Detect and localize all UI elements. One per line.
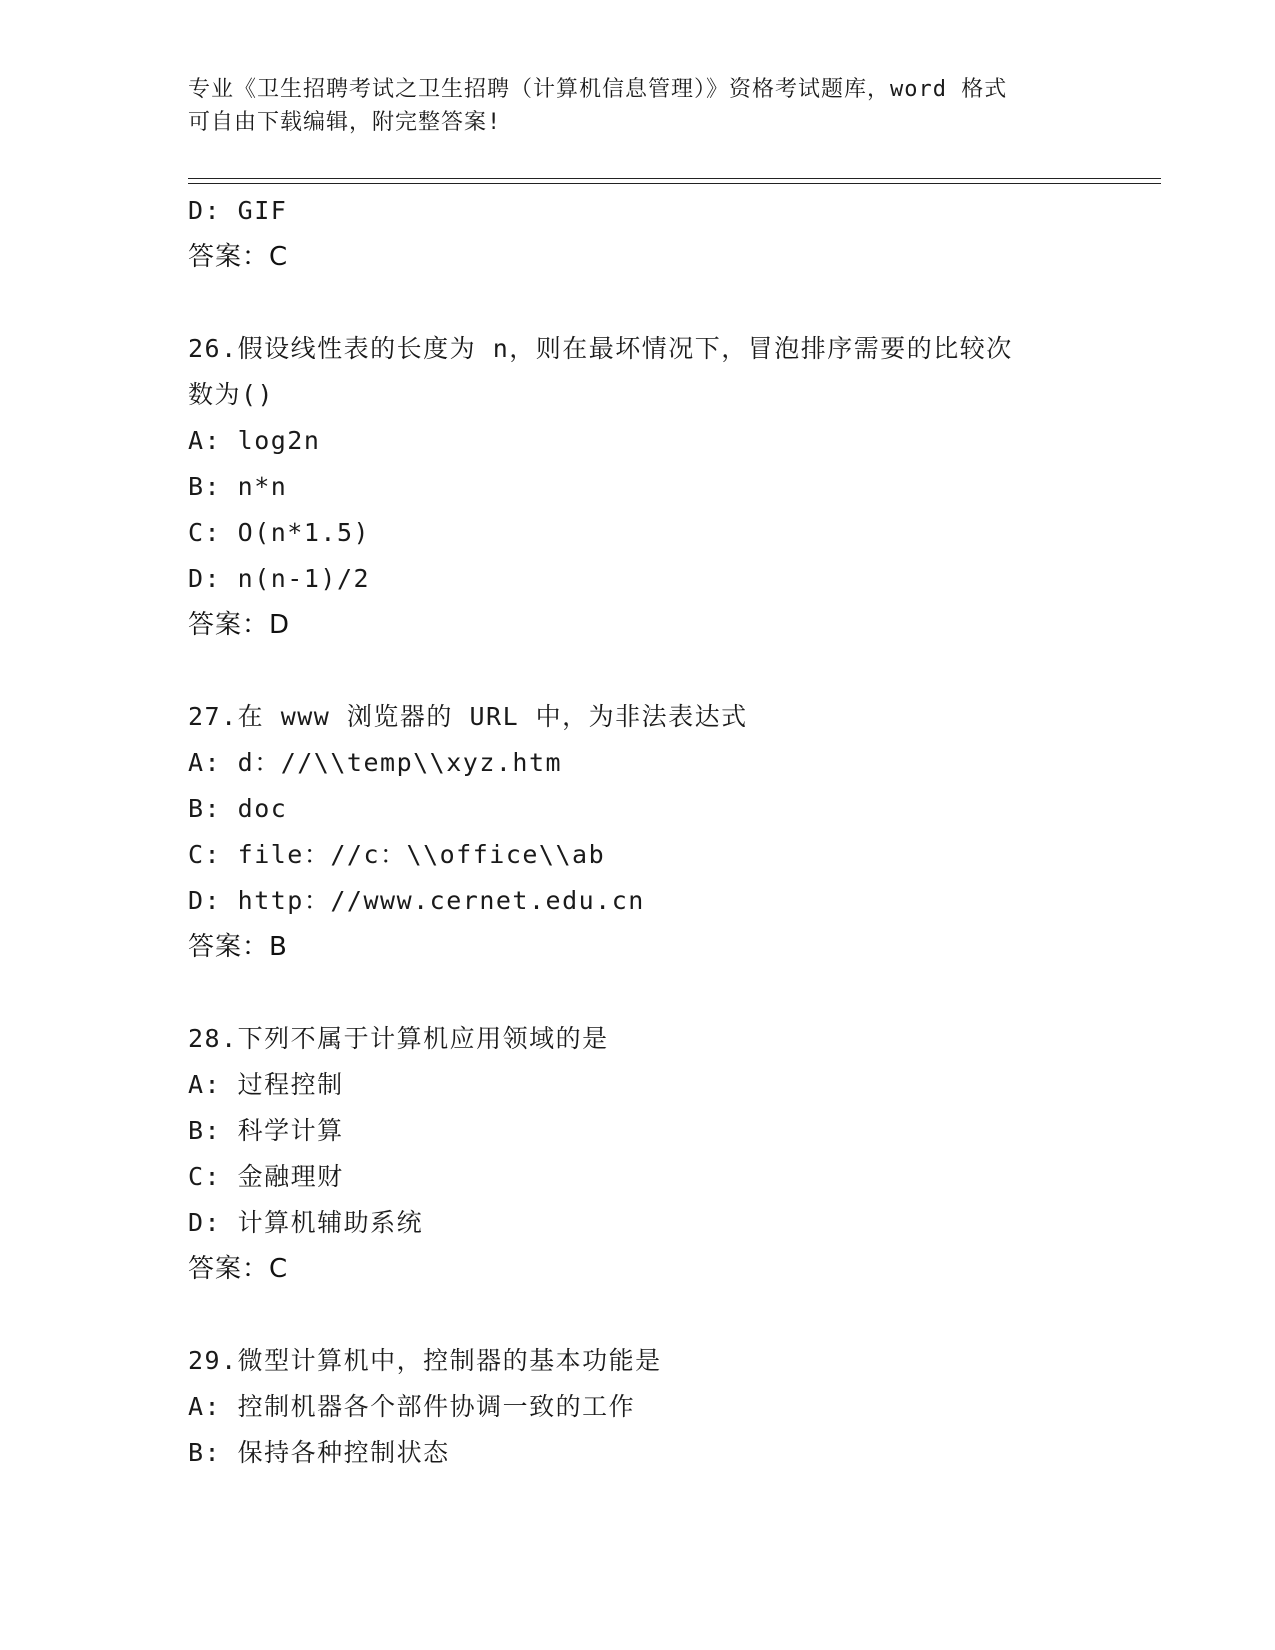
option-b: B: n*n <box>188 472 288 501</box>
header-divider-bottom <box>188 183 1161 184</box>
option-a: A: 过程控制 <box>188 1070 344 1099</box>
question-stem: 29.微型计算机中，控制器的基本功能是 <box>188 1346 662 1375</box>
option-b: B: doc <box>188 794 288 823</box>
spacer <box>188 1292 1128 1338</box>
spacer <box>188 280 1128 326</box>
option-c: C: O(n*1.5) <box>188 518 371 547</box>
header-line-2: 可自由下载编辑，附完整答案! <box>188 110 502 135</box>
question-stem: 26.假设线性表的长度为 n，则在最坏情况下，冒泡排序需要的比较次 <box>188 334 1013 363</box>
question-29 <box>188 1338 1128 1476</box>
document-header <box>188 73 1088 139</box>
option-c: C: 金融理财 <box>188 1162 344 1191</box>
question-stem: 27.在 www 浏览器的 URL 中，为非法表达式 <box>188 702 748 731</box>
spacer <box>188 970 1128 1016</box>
option-c: C: file：//c：\\office\\ab <box>188 840 606 869</box>
answer-line: 答案：B <box>188 932 288 962</box>
previous-question-tail <box>188 188 1128 280</box>
option-a: A: d：//\\temp\\xyz.htm <box>188 748 563 777</box>
question-stem-continued: 数为() <box>188 380 275 409</box>
question-28 <box>188 1016 1128 1292</box>
option-b: B: 科学计算 <box>188 1116 344 1145</box>
answer-line: 答案：C <box>188 242 289 272</box>
question-26 <box>188 326 1128 648</box>
answer-line: 答案：D <box>188 610 291 640</box>
answer-line: 答案：C <box>188 1254 289 1284</box>
option-a: A: 控制机器各个部件协调一致的工作 <box>188 1392 636 1421</box>
option-d: D: 计算机辅助系统 <box>188 1208 424 1237</box>
question-stem: 28.下列不属于计算机应用领域的是 <box>188 1024 609 1053</box>
header-line-1: 专业《卫生招聘考试之卫生招聘（计算机信息管理）》资格考试题库，word 格式 <box>188 77 1008 102</box>
question-27 <box>188 694 1128 970</box>
option-d: D: GIF <box>188 196 288 225</box>
option-b: B: 保持各种控制状态 <box>188 1438 450 1467</box>
option-d: D: http：//www.cernet.edu.cn <box>188 886 645 915</box>
option-d: D: n(n-1)/2 <box>188 564 371 593</box>
question-list <box>188 188 1128 1476</box>
header-divider-top <box>188 178 1161 179</box>
option-a: A: log2n <box>188 426 321 455</box>
spacer <box>188 648 1128 694</box>
